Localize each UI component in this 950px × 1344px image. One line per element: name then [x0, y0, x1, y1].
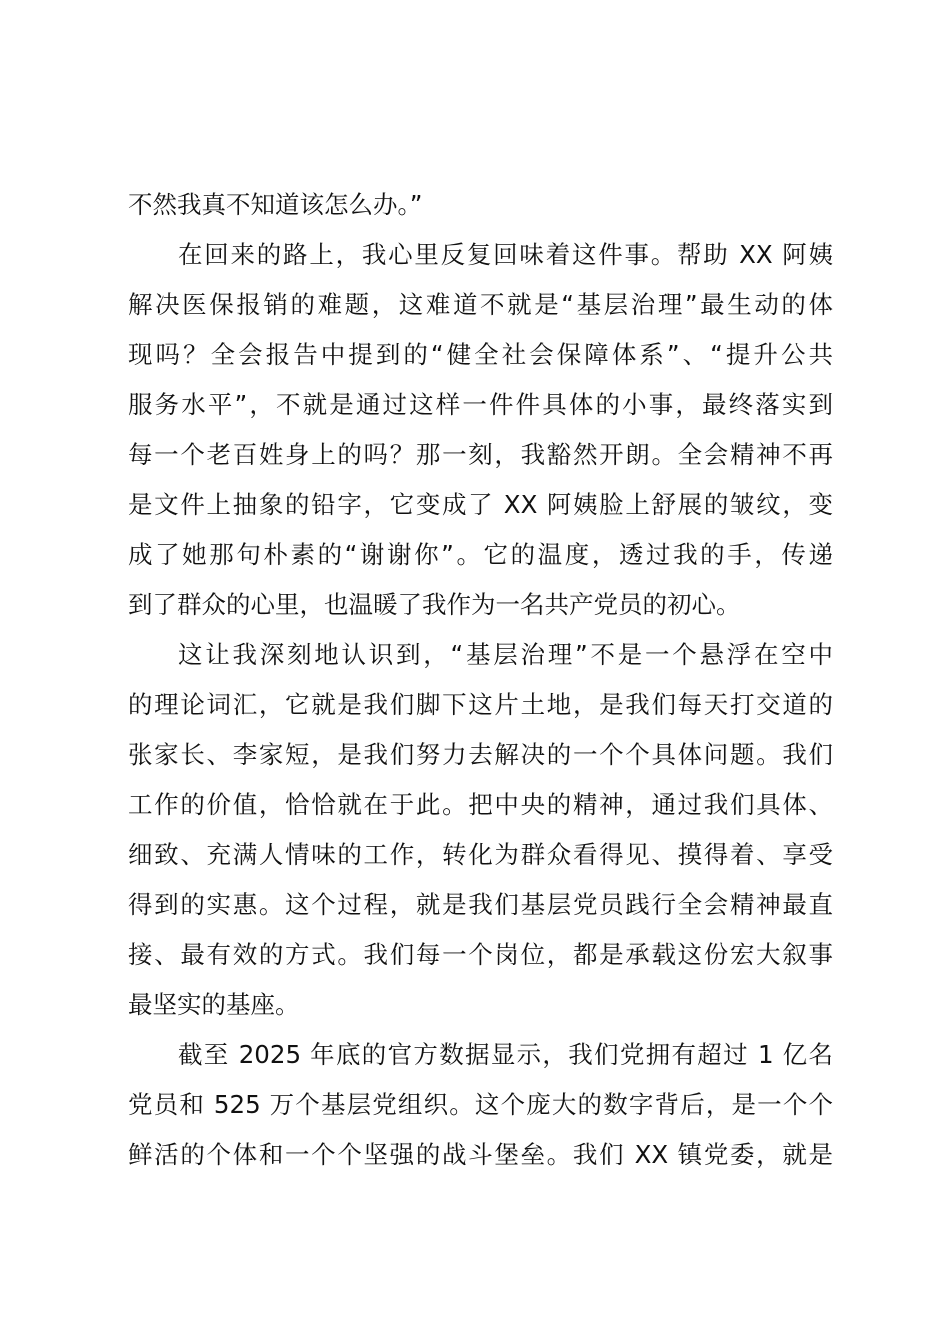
text-line: 工作的价值，恰恰就在于此。把中央的精神，通过我们具体、 — [128, 790, 833, 819]
text-line: 不然我真不知道该怎么办。” — [128, 190, 423, 219]
text-line: 最坚实的基座。 — [128, 990, 300, 1019]
text-line: 细致、充满人情味的工作，转化为群众看得见、摸得着、享受 — [128, 840, 833, 869]
text-line: 接、最有效的方式。我们每一个岗位，都是承载这份宏大叙事 — [128, 940, 833, 969]
text-line: 在回来的路上，我心里反复回味着这件事。帮助 XX 阿姨 — [178, 240, 833, 269]
text-line: 是文件上抽象的铅字，它变成了 XX 阿姨脸上舒展的皱纹，变 — [128, 490, 833, 519]
text-line: 这让我深刻地认识到，“基层治理”不是一个悬浮在空中 — [178, 640, 833, 669]
text-line: 解决医保报销的难题，这难道不就是“基层治理”最生动的体 — [128, 290, 833, 319]
document-page — [128, 180, 833, 1180]
text-line: 每一个老百姓身上的吗？那一刻，我豁然开朗。全会精神不再 — [128, 440, 833, 469]
text-line: 服务水平”，不就是通过这样一件件具体的小事，最终落实到 — [128, 390, 833, 419]
text-line: 现吗？全会报告中提到的“健全社会保障体系”、“提升公共 — [128, 340, 833, 369]
text-line: 张家长、李家短，是我们努力去解决的一个个具体问题。我们 — [128, 740, 833, 769]
text-line: 党员和 525 万个基层党组织。这个庞大的数字背后，是一个个 — [128, 1090, 833, 1119]
text-line: 得到的实惠。这个过程，就是我们基层党员践行全会精神最直 — [128, 890, 833, 919]
text-line: 截至 2025 年底的官方数据显示，我们党拥有超过 1 亿名 — [178, 1040, 833, 1069]
text-line: 成了她那句朴素的“谢谢你”。它的温度，透过我的手，传递 — [128, 540, 833, 569]
text-line: 到了群众的心里，也温暖了我作为一名共产党员的初心。 — [128, 590, 741, 619]
text-line: 鲜活的个体和一个个坚强的战斗堡垒。我们 XX 镇党委，就是 — [128, 1140, 833, 1169]
text-line: 的理论词汇，它就是我们脚下这片土地，是我们每天打交道的 — [128, 690, 833, 719]
